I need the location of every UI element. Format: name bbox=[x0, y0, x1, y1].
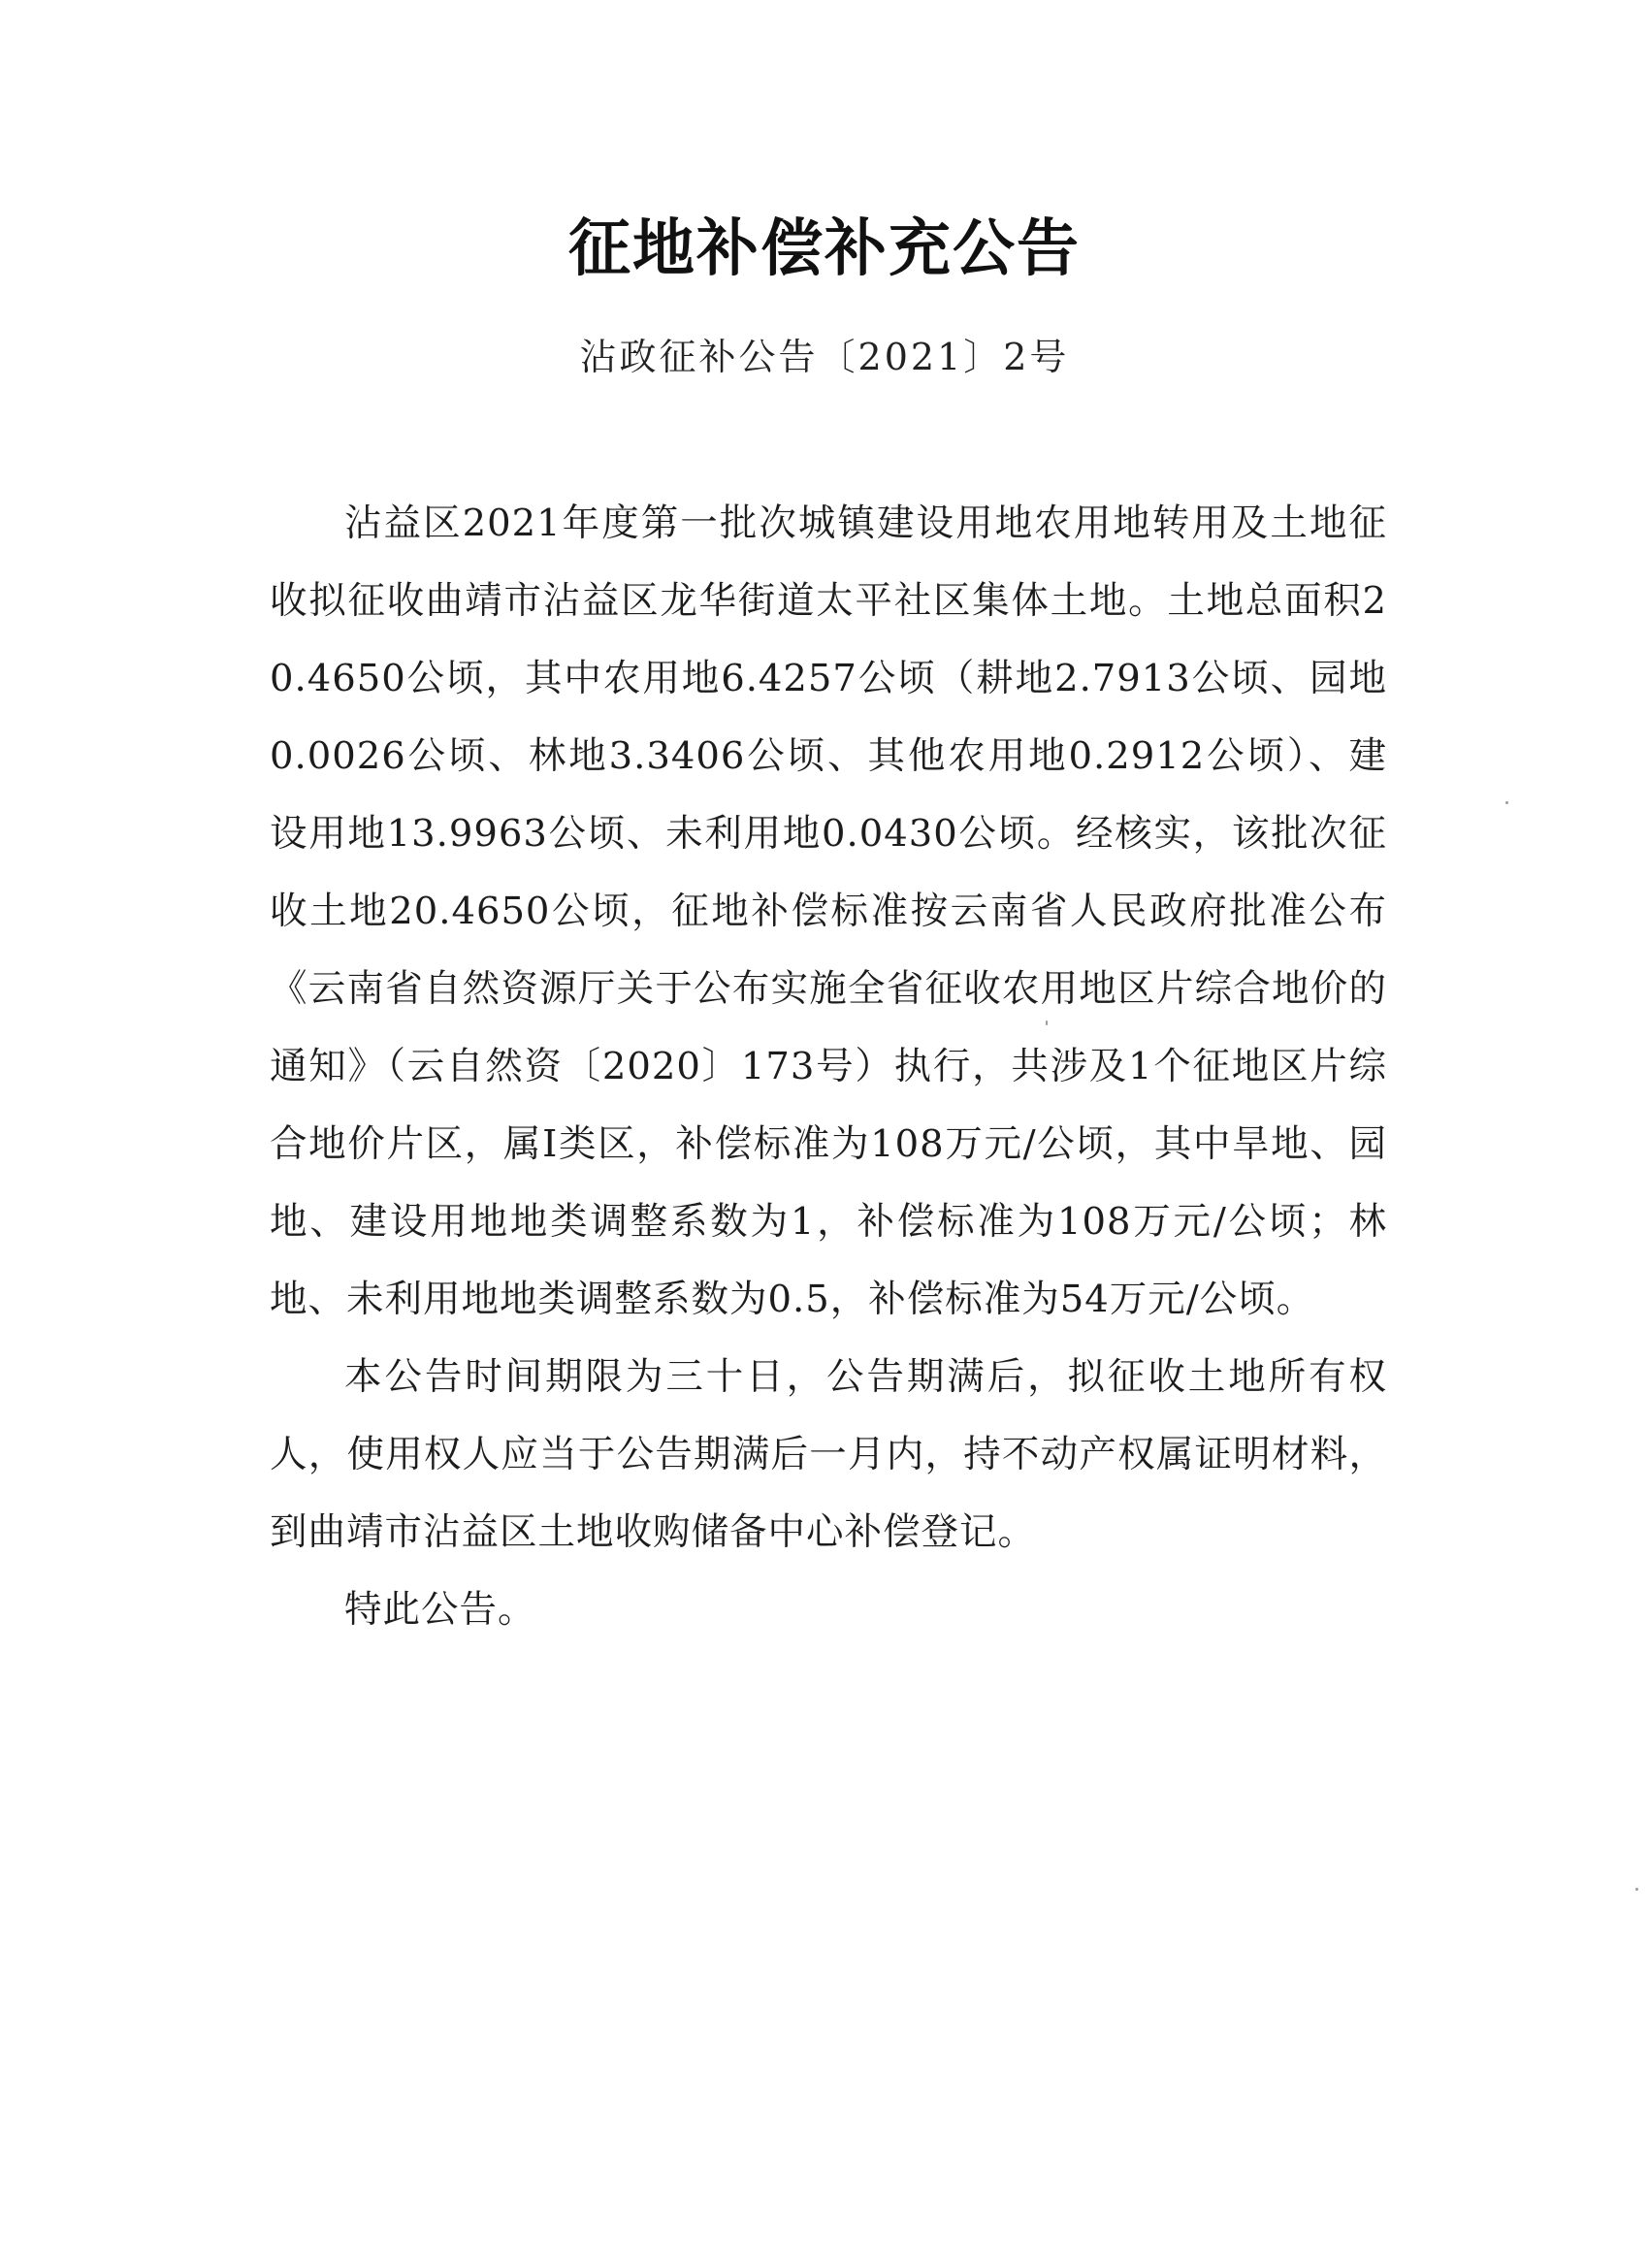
scan-speck bbox=[1635, 1888, 1638, 1891]
scan-speck bbox=[1046, 1021, 1048, 1025]
notice-title: 征地补偿补充公告 bbox=[568, 213, 1081, 285]
notice-body bbox=[270, 485, 1387, 1649]
paragraph-closing: 特此公告。 bbox=[344, 1588, 536, 1632]
paragraph-registration-deadline: 本公告时间期限为三十日，公告期满后，拟征收土地所有权人，使用权人应当于公告期满后一月内，持不动产权属证明材料，到曲靖市沾益区土地收购储备中心补偿登记。 bbox=[270, 1355, 1387, 1554]
paragraph-land-details: 沾益区2021年度第一批次城镇建设用地农用地转用及土地征收拟征收曲靖市沾益区龙华街道太平社区集体土地。土地总面积20.4650公顷，其中农用地6.4257公顷（耕地2.7913公顷、园地0.0026公顷、林地3.3406公顷、其他农用地0.2912公顷）、建设用地13.9963公顷、未利用地0.0430公顷。经核实，该批次征收土地20.4650公顷，征地补偿标准按云南省人民政府批准公布《云南省自然资源厅关于公布实施全省征收农用地区片综合地价的通知》（云自然资〔2020〕173号）执行，共涉及1个征地区片综合地价片区，属Ⅰ类区，补偿标准为108万元/公顷，其中旱地、园地、建设用地地类调整系数为1，补偿标准为108万元/公顷；林地、未利用地地类调整系数为0.5，补偿标准为54万元/公顷。 bbox=[270, 502, 1387, 1321]
document-number: 沾政征补公告〔2021〕2号 bbox=[579, 336, 1070, 378]
scan-speck bbox=[1505, 801, 1508, 804]
